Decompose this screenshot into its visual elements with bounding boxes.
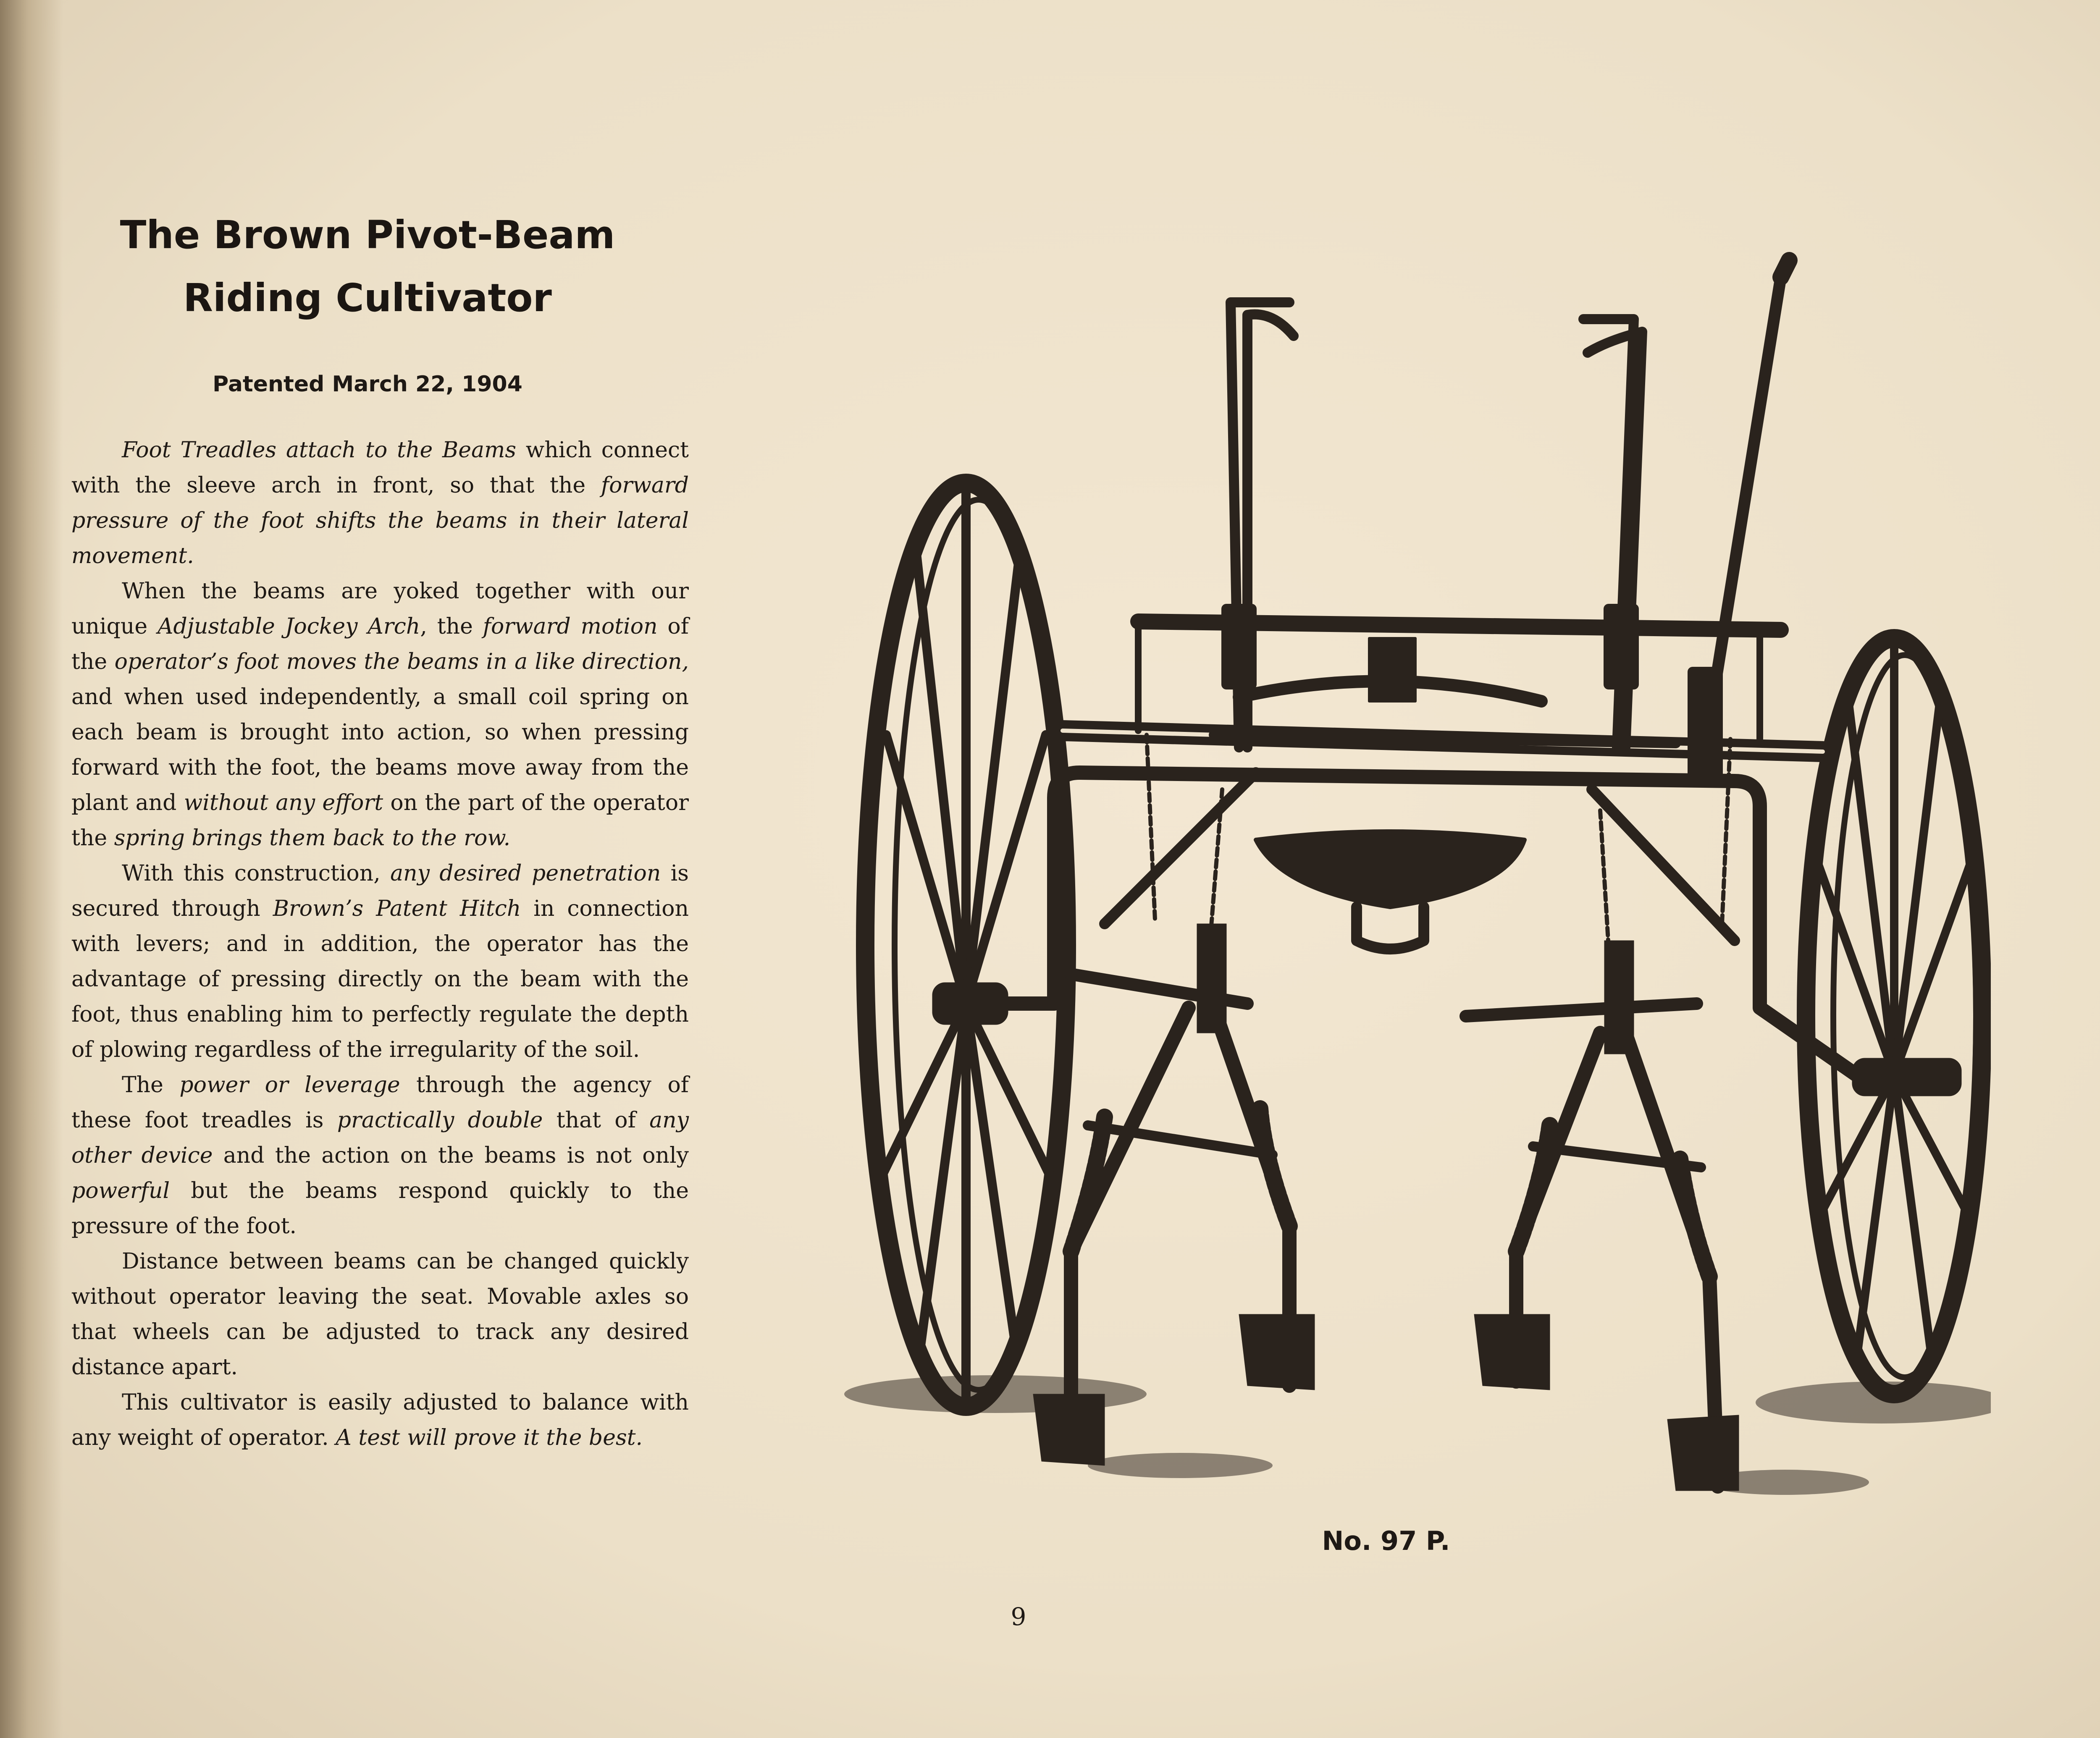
title-line-1: The Brown Pivot-Beam <box>120 212 615 257</box>
left-cultivator-gang <box>1033 924 1315 1465</box>
cultivator-engraving <box>836 252 1991 1537</box>
paragraph-foot-treadles: Foot Treadles attach to the Beams which connect with the sleeve arch in front, so that the forward pressure of the foot shifts the beams in their lateral movement. <box>71 438 689 569</box>
description-text <box>71 433 689 1455</box>
paragraph-balance: This cultivator is easily adjusted to balance with any weight of operator. A test will prove it the best. <box>71 1390 689 1450</box>
figure-caption: No. 97 P. <box>1322 1526 1450 1556</box>
paragraph-leverage: The power or leverage through the agency of these foot treadles is practically double that of any other device and the action on the beams is not only powerful but the beams respond quickly to the pressure of the foot. <box>71 1072 689 1239</box>
patent-date: Patented March 22, 1904 <box>213 372 522 397</box>
paragraph-penetration: With this construction, any desired penetration is secured through Brown’s Patent Hitch in connection with levers; and in addition, the operator has the advantage of pressing directly on the beam with the foot, thus enabling him to perfectly regulate the depth of plowing regardless of the irregularity of the soil. <box>71 861 689 1062</box>
page-title <box>71 204 664 330</box>
book-gutter-shadow <box>0 0 63 1738</box>
seat <box>1239 638 1541 949</box>
page-number: 9 <box>1011 1602 1026 1631</box>
left-wheel <box>865 483 1067 1407</box>
ground-shadows <box>844 1375 1991 1495</box>
title-line-2: Riding Cultivator <box>183 275 552 320</box>
right-cultivator-gang <box>1466 941 1739 1491</box>
paragraph-beam-distance: Distance between beams can be changed quickly without operator leaving the seat. Movable axles so that wheels can be adjusted to track any desired distance apart. <box>71 1249 689 1380</box>
paragraph-yoked-beams: When the beams are yoked together with our unique Adjustable Jockey Arch, the forward motion of the operator’s foot moves the beams in a like direction, and when used independently, a small coil spring on each beam is brought into action, so when pressing forward with the foot, the beams move away from the plant and without any effort on the part of the operator the spring brings them back to the row. <box>71 579 689 851</box>
